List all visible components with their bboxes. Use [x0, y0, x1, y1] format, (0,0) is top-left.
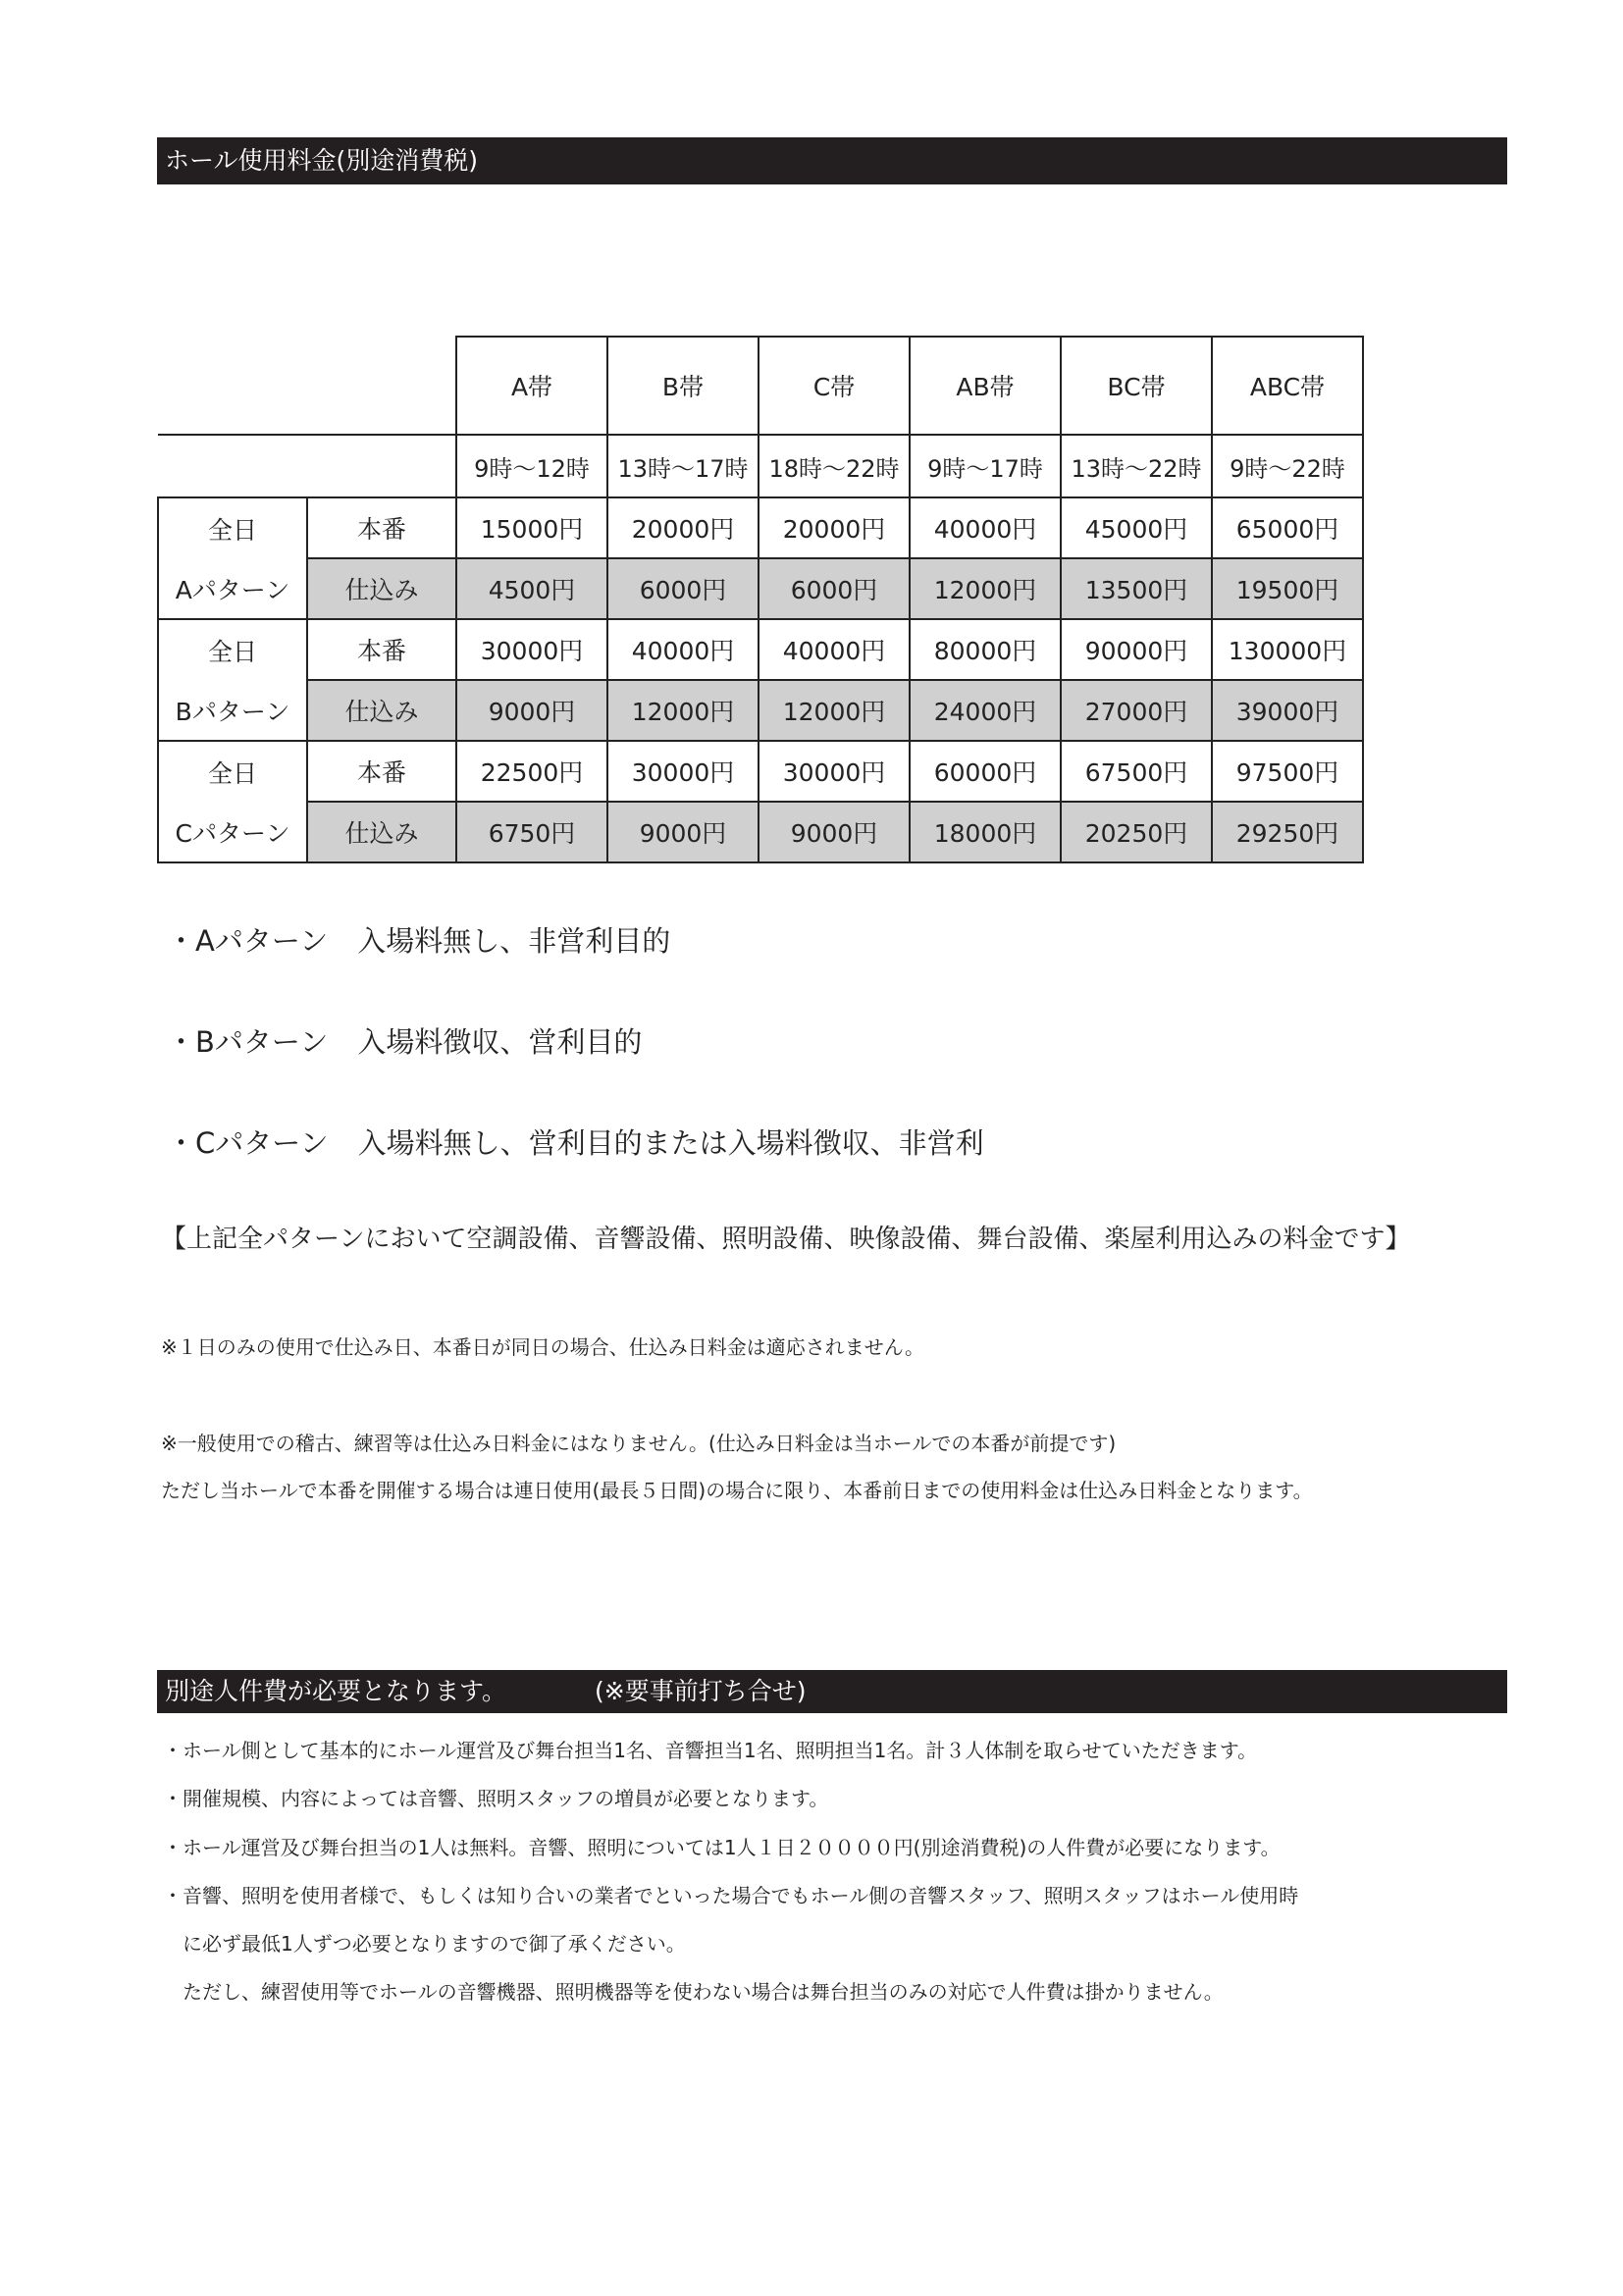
- blank-corner-cell: [158, 337, 456, 435]
- fee-cell: 130000円: [1212, 619, 1363, 680]
- fee-cell: 27000円: [1061, 680, 1212, 741]
- fee-cell: 15000円: [456, 497, 607, 558]
- staff-section-subnote: (※要事前打ち合せ): [595, 1677, 807, 1705]
- fee-cell: 9000円: [607, 802, 759, 862]
- time-header-row: [158, 435, 1363, 497]
- fees-section-title: ホール使用料金(別途消費税): [165, 146, 479, 175]
- fee-cell: 40000円: [910, 497, 1061, 558]
- pattern-desc: 入場料無し、営利目的または入場料徴収、非営利: [357, 1126, 984, 1160]
- time-range-header: 13時～17時: [607, 435, 759, 497]
- fee-cell: 13500円: [1061, 558, 1212, 619]
- fee-cell: 12000円: [759, 680, 910, 741]
- band-header: BC帯: [1061, 337, 1212, 435]
- time-range-header: 9時～17時: [910, 435, 1061, 497]
- fee-cell: 19500円: [1212, 558, 1363, 619]
- fee-cell: 22500円: [456, 741, 607, 802]
- fee-cell: 9000円: [456, 680, 607, 741]
- staff-note-line: に必ず最低1人ずつ必要となりますので御了承ください。: [183, 1932, 686, 1956]
- fee-cell: 40000円: [759, 619, 910, 680]
- fee-cell: 80000円: [910, 619, 1061, 680]
- table-row: [158, 558, 1363, 619]
- band-header: ABC帯: [1212, 337, 1363, 435]
- fee-cell: 65000円: [1212, 497, 1363, 558]
- note-line: ※一般使用での稽古、練習等は仕込み日料金にはなりません。(仕込み日料金は当ホールでの本番が前提です): [161, 1432, 1117, 1455]
- fee-cell: 6000円: [759, 558, 910, 619]
- pattern-description: [167, 919, 670, 960]
- pattern-description: [167, 1020, 642, 1061]
- fee-cell: 30000円: [456, 619, 607, 680]
- note-line: ただし当ホールで本番を開催する場合は連日使用(最長５日間)の場合に限り、本番前日までの使用料金は仕込み日料金となります。: [161, 1479, 1313, 1502]
- pattern-desc: 入場料無し、非営利目的: [357, 924, 671, 958]
- fee-table: [157, 336, 1364, 863]
- pattern-label-bottom: Cパターン: [158, 802, 307, 862]
- table-row: [158, 497, 1363, 558]
- staff-note-line: ・開催規模、内容によっては音響、照明スタッフの増員が必要となります。: [163, 1787, 829, 1810]
- row-type-label: 仕込み: [307, 802, 456, 862]
- fee-cell: 18000円: [910, 802, 1061, 862]
- pattern-desc: 入場料徴収、営利目的: [357, 1025, 643, 1059]
- row-type-label: 本番: [307, 619, 456, 680]
- staff-note-line: ・音響、照明を使用者様で、もしくは知り合いの業者でといった場合でもホール側の音響スタッフ、照明スタッフはホール使用時: [163, 1884, 1299, 1907]
- row-type-label: 本番: [307, 497, 456, 558]
- table-row: [158, 741, 1363, 802]
- band-header: A帯: [456, 337, 607, 435]
- row-type-label: 本番: [307, 741, 456, 802]
- band-header: B帯: [607, 337, 759, 435]
- staff-note-line: ・ホール運営及び舞台担当の1人は無料。音響、照明については1人１日２００００円(別途消費税)の人件費が必要になります。: [163, 1836, 1281, 1859]
- fee-cell: 30000円: [759, 741, 910, 802]
- staff-section-title: 別途人件費が必要となります。: [165, 1677, 507, 1705]
- time-range-header: 9時～22時: [1212, 435, 1363, 497]
- fee-cell: 97500円: [1212, 741, 1363, 802]
- fee-cell: 39000円: [1212, 680, 1363, 741]
- fee-cell: 30000円: [607, 741, 759, 802]
- fee-cell: 45000円: [1061, 497, 1212, 558]
- pattern-description: [167, 1122, 984, 1162]
- time-range-header: 13時～22時: [1061, 435, 1212, 497]
- pattern-label-top: 全日: [158, 619, 307, 680]
- blank-corner-cell: [158, 435, 456, 497]
- row-type-label: 仕込み: [307, 680, 456, 741]
- fee-cell: 12000円: [607, 680, 759, 741]
- fee-cell: 20250円: [1061, 802, 1212, 862]
- staff-note-line: ただし、練習使用等でホールの音響機器、照明機器等を使わない場合は舞台担当のみの対応で人件費は掛かりません。: [183, 1980, 1224, 2004]
- band-header: AB帯: [910, 337, 1061, 435]
- note-line: ※１日のみの使用で仕込み日、本番日が同日の場合、仕込み日料金は適応されません。: [161, 1335, 924, 1359]
- fee-cell: 67500円: [1061, 741, 1212, 802]
- time-range-header: 9時～12時: [456, 435, 607, 497]
- time-range-header: 18時～22時: [759, 435, 910, 497]
- staff-section-header: [157, 1670, 1507, 1713]
- pattern-name: ・Aパターン: [167, 924, 329, 958]
- fee-cell: 60000円: [910, 741, 1061, 802]
- row-type-label: 仕込み: [307, 558, 456, 619]
- pattern-label-bottom: Aパターン: [158, 558, 307, 619]
- table-row: [158, 680, 1363, 741]
- band-header-row: [158, 337, 1363, 435]
- pattern-label-bottom: Bパターン: [158, 680, 307, 741]
- included-facilities-note: 【上記全パターンにおいて空調設備、音響設備、照明設備、映像設備、舞台設備、楽屋利用込みの料金です】: [161, 1225, 1411, 1254]
- pattern-name: ・Bパターン: [167, 1025, 329, 1059]
- pattern-name: ・Cパターン: [167, 1126, 329, 1160]
- fees-section-header: [157, 137, 1507, 184]
- pattern-label-top: 全日: [158, 741, 307, 802]
- band-header: C帯: [759, 337, 910, 435]
- fee-cell: 9000円: [759, 802, 910, 862]
- fee-cell: 20000円: [607, 497, 759, 558]
- fee-cell: 40000円: [607, 619, 759, 680]
- fee-cell: 6000円: [607, 558, 759, 619]
- fee-cell: 12000円: [910, 558, 1061, 619]
- fee-cell: 29250円: [1212, 802, 1363, 862]
- fee-cell: 6750円: [456, 802, 607, 862]
- table-row: [158, 619, 1363, 680]
- pattern-label-top: 全日: [158, 497, 307, 558]
- table-row: [158, 802, 1363, 862]
- fee-cell: 90000円: [1061, 619, 1212, 680]
- fee-cell: 20000円: [759, 497, 910, 558]
- staff-note-line: ・ホール側として基本的にホール運営及び舞台担当1名、音響担当1名、照明担当1名。計３人体制を取らせていただきます。: [163, 1739, 1258, 1762]
- fee-cell: 4500円: [456, 558, 607, 619]
- fee-cell: 24000円: [910, 680, 1061, 741]
